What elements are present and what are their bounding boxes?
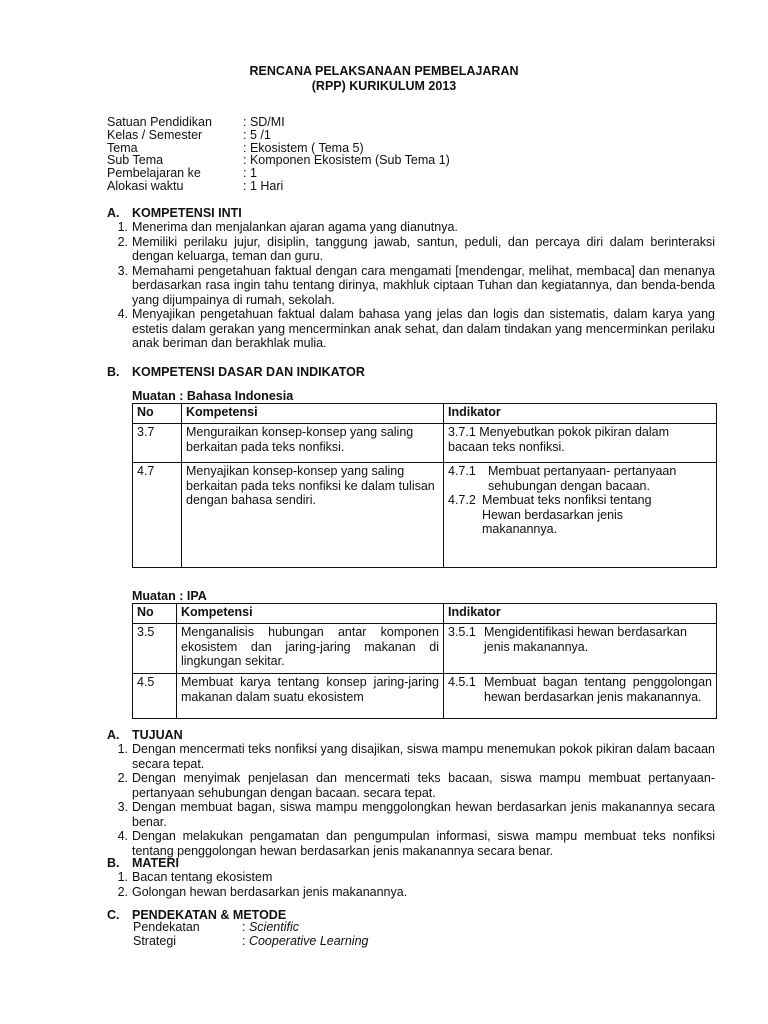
- identity-label: Kelas / Semester: [107, 127, 203, 142]
- section-letter: A.: [107, 728, 120, 742]
- cell-no: 3.7: [133, 424, 182, 463]
- identity-label: Alokasi waktu: [107, 178, 184, 193]
- approach-label: Strategi: [133, 933, 177, 948]
- bahasa-indonesia-table: [132, 403, 717, 568]
- cell-no: 4.7: [133, 463, 182, 568]
- identity-value: : SD/MI: [243, 115, 285, 129]
- ipa-table: [132, 603, 717, 719]
- identity-label: Pembelajaran ke: [107, 166, 201, 181]
- identity-row: [107, 129, 450, 142]
- approach-row: [133, 921, 368, 935]
- identity-label: Sub Tema: [107, 153, 164, 168]
- section-letter: B.: [107, 856, 120, 870]
- list-item: 4. Dengan melakukan pengamatan dan pengumpulan informasi, siswa mampu membuat teks nonfiksi tentang penggolongan hewan berdasarkan jenis makanannya secara benar.: [117, 829, 715, 858]
- identity-row: [107, 180, 450, 193]
- document-title: [0, 64, 768, 93]
- indicator-item: 3.7.1 Menyebutkan pokok pikiran dalam bacaan teks nonfiksi.: [448, 425, 669, 454]
- title-line-1: RENCANA PELAKSANAAN PEMBELAJARAN: [249, 64, 519, 78]
- list-item: 1. Dengan mencermati teks nonfiksi yang disajikan, siswa mampu menemukan pokok pikiran dalam bacaan secara tepat.: [117, 742, 715, 771]
- list-item: 3. Memahami pengetahuan faktual dengan cara mengamati [mendengar, melihat, membaca] dan menanya berdasarkan rasa ingin tahu tentang dirinya, makhluk ciptaan Tuhan dan kegiatannya, dan benda-benda yang dijumpainya di rumah, sekolah.: [117, 263, 715, 307]
- column-header-no: No: [133, 404, 182, 424]
- section-letter: A.: [107, 206, 120, 220]
- indicator-item: 3.5.1 Mengidentifikasi hewan berdasarkan jenis makanannya.: [448, 625, 687, 654]
- tujuan-list: [107, 742, 715, 858]
- list-item: 2. Golongan hewan berdasarkan jenis makanannya.: [117, 884, 408, 899]
- cell-kompetensi: Menganalisis hubungan antar komponen ekosistem dan jaring-jaring makanan di lingkungan sekitar.: [177, 624, 444, 674]
- section-title: KOMPETENSI INTI: [132, 206, 242, 220]
- table-row: [133, 463, 717, 568]
- identity-value: : Ekosistem ( Tema 5): [243, 140, 364, 155]
- list-item: 2. Memiliki perilaku jujur, disiplin, tanggung jawab, santun, peduli, dan percaya diri dalam berinteraksi dengan keluarga, teman dan guru.: [117, 234, 715, 263]
- approach-label: Pendekatan: [133, 920, 200, 934]
- approach-value: : Cooperative Learning: [242, 933, 369, 948]
- identity-value: : 5 /1: [243, 127, 271, 142]
- column-header-no: No: [133, 604, 177, 624]
- cell-kompetensi: Menguraikan konsep-konsep yang saling berkaitan pada teks nonfiksi.: [182, 424, 444, 463]
- table-header-row: [133, 404, 717, 424]
- section-title: TUJUAN: [132, 728, 183, 742]
- section-title: MATERI: [132, 856, 179, 870]
- column-header-kompetensi: Kompetensi: [182, 404, 444, 424]
- section-heading-kompetensi-dasar: [107, 365, 365, 380]
- cell-no: 3.5: [133, 624, 177, 674]
- approach-value: : Scientific: [242, 920, 299, 934]
- identity-row: [107, 116, 450, 129]
- list-item: 4. Menyajikan pengetahuan faktual dalam bahasa yang jelas dan logis dan sistematis, dalam karya yang estetis dalam gerakan yang mencerminkan anak sehat, dan dalam tindakan yang mencerminkan perilaku anak beriman dan berakhlak mulia.: [117, 307, 715, 350]
- column-header-indikator: Indikator: [444, 604, 717, 624]
- cell-kompetensi: Membuat karya tentang konsep jaring-jaring makanan dalam suatu ekosistem: [177, 674, 444, 719]
- cell-kompetensi: Menyajikan konsep-konsep yang saling berkaitan pada teks nonfiksi ke dalam tulisan dengan bahasa sendiri.: [182, 463, 444, 568]
- list-item: 1. Menerima dan menjalankan ajaran agama yang dianutnya.: [117, 220, 458, 234]
- indicator-item: 4.5.1 Membuat bagan tentang penggolongan hewan berdasarkan jenis makanannya.: [448, 675, 712, 704]
- title-line-2: (RPP) KURIKULUM 2013: [311, 78, 457, 93]
- identity-value: : Komponen Ekosistem (Sub Tema 1): [243, 153, 450, 168]
- muatan-ipa-title: Muatan : IPA: [132, 589, 207, 603]
- column-header-indikator: Indikator: [444, 404, 717, 424]
- approach-row: [133, 935, 368, 949]
- identity-value: : 1: [243, 166, 257, 181]
- table-row: [133, 624, 717, 674]
- indicator-item: 4.7.2 Membuat teks nonfiksi tentang Hewan berdasarkan jenis makanannya.: [448, 493, 652, 536]
- identity-label: Tema: [107, 140, 138, 155]
- kompetensi-inti-list: [107, 220, 715, 351]
- section-title: KOMPETENSI DASAR DAN INDIKATOR: [132, 365, 365, 379]
- table-row: [133, 424, 717, 463]
- table-header-row: [133, 604, 717, 624]
- section-letter: C.: [107, 908, 120, 922]
- list-item: 2. Dengan menyimak penjelasan dan mencermati teks bacaan, siswa mampu membuat pertanyaan-pertanyaan sehubungan dengan bacaan. secara tepat.: [117, 771, 715, 800]
- section-heading-kompetensi-inti: [107, 206, 242, 221]
- muatan-bahasa-title: Muatan : Bahasa Indonesia: [132, 389, 294, 403]
- cell-no: 4.5: [133, 674, 177, 719]
- cell-indikator: [444, 463, 717, 568]
- identity-label: Satuan Pendidikan: [107, 115, 212, 129]
- pendekatan-table: [133, 921, 368, 948]
- section-letter: B.: [107, 365, 120, 379]
- cell-indikator: [444, 674, 717, 719]
- cell-indikator: [444, 424, 717, 463]
- identity-table: [107, 116, 450, 193]
- section-heading-tujuan: [107, 728, 183, 743]
- column-header-kompetensi: Kompetensi: [177, 604, 444, 624]
- list-item: 3. Dengan membuat bagan, siswa mampu menggolongkan hewan berdasarkan jenis makanannya secara benar.: [117, 800, 715, 829]
- list-item: 1. Bacan tentang ekosistem: [117, 870, 273, 884]
- indicator-item: 4.7.1 Membuat pertanyaan- pertanyaan sehubungan dengan bacaan.: [448, 464, 677, 493]
- section-title: PENDEKATAN & METODE: [132, 908, 287, 922]
- materi-list: [107, 870, 715, 899]
- identity-value: : 1 Hari: [243, 178, 284, 193]
- cell-indikator: [444, 624, 717, 674]
- section-heading-materi: [107, 856, 179, 871]
- table-row: [133, 674, 717, 719]
